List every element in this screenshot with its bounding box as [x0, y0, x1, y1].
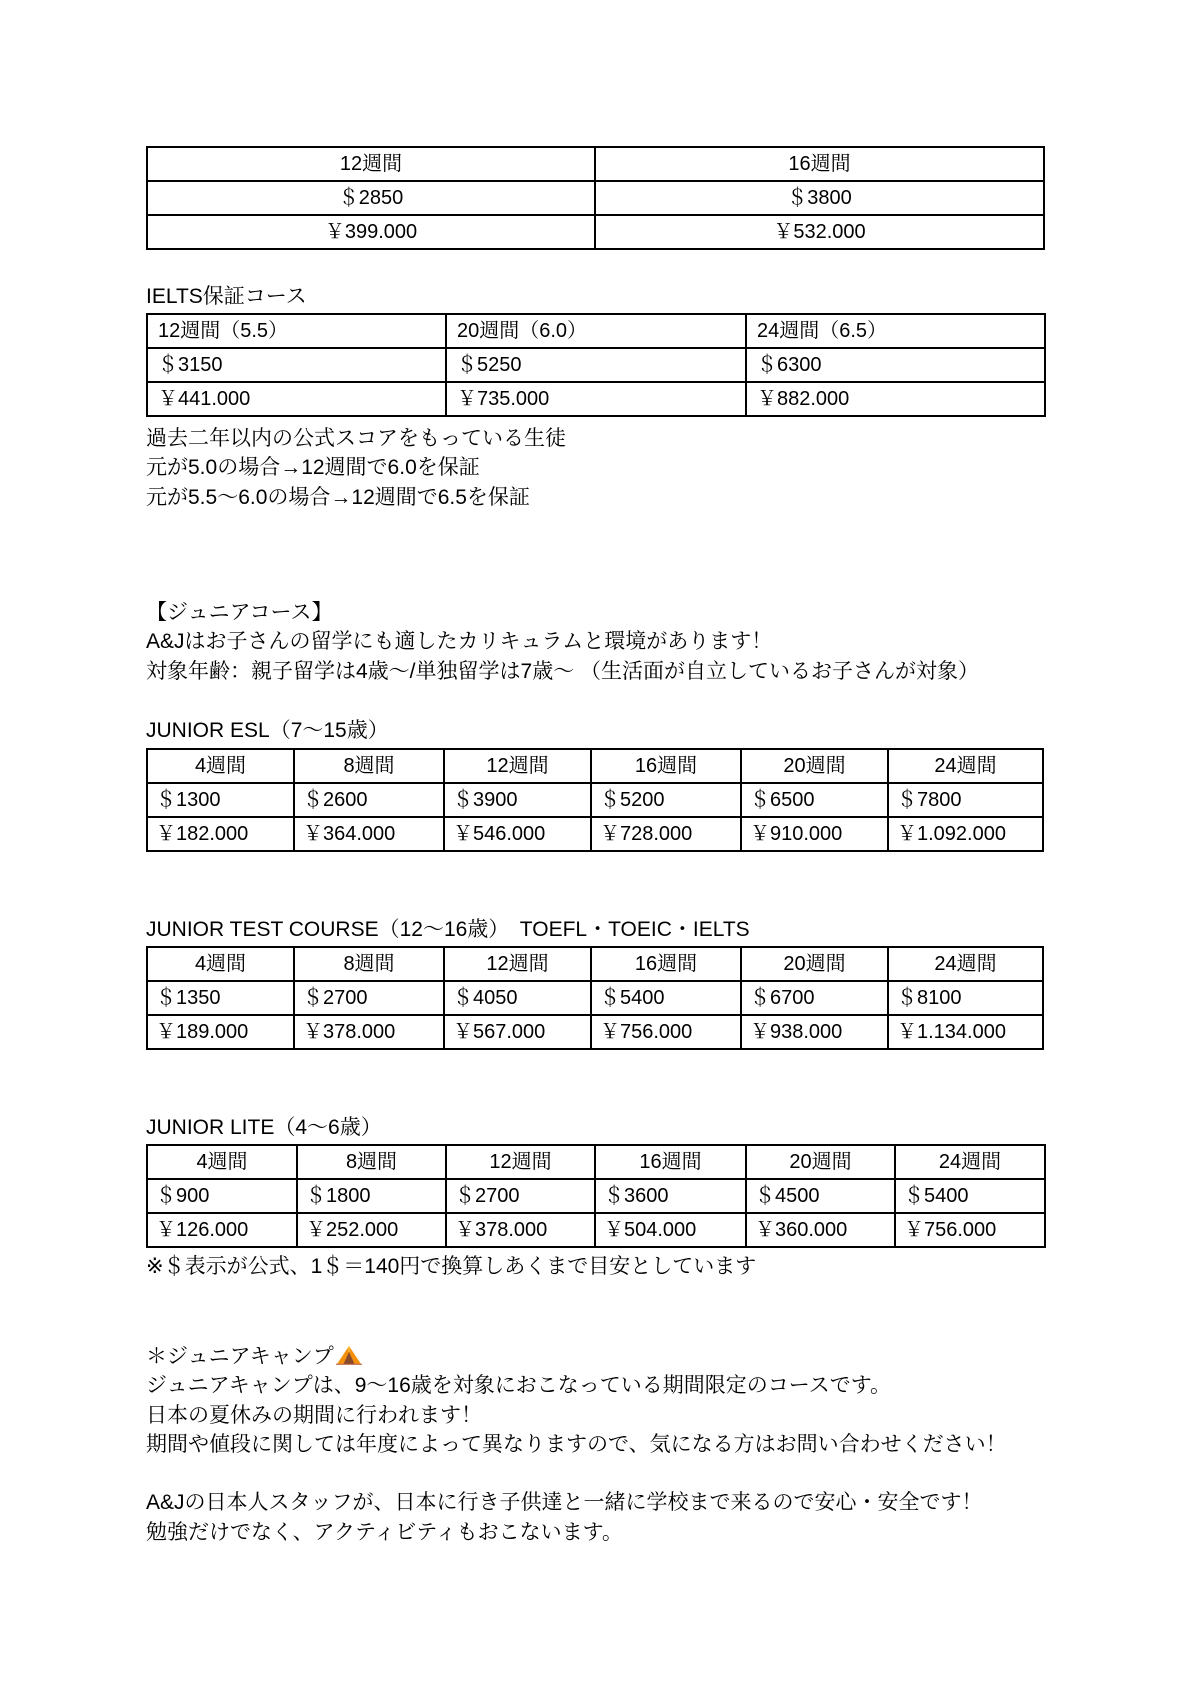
jpy-price-cell: ￥182.000 — [147, 817, 294, 851]
jpy-price-cell: ￥252.000 — [297, 1213, 446, 1247]
jpy-price-cell: ￥1.092.000 — [888, 817, 1043, 851]
usd-price-cell: ＄2600 — [294, 783, 444, 817]
jpy-price-row — [147, 817, 1043, 851]
usd-price-row — [147, 1179, 1045, 1213]
usd-price-cell: ＄6700 — [741, 981, 888, 1015]
guarantee-note: 過去二年以内の公式スコアをもっている生徒 — [146, 427, 566, 450]
camp-description-line: 勉強だけでなく、アクティビティもおこないます。 — [146, 1520, 623, 1544]
column-header: 24週間（6.5） — [746, 314, 1045, 348]
column-header: 4週間 — [147, 947, 294, 981]
junior-camp-section — [146, 1342, 1007, 1547]
jpy-price-cell: ￥441.000 — [147, 382, 446, 416]
column-header: 16週間 — [595, 147, 1044, 181]
course-title: IELTS保証コース — [146, 285, 307, 308]
column-header: 16週間 — [595, 1145, 746, 1179]
tuition-price-table — [146, 146, 1045, 250]
camp-paragraph — [146, 1371, 1007, 1459]
course-title: JUNIOR TEST COURSE（12〜16歳） TOEFL・TOEIC・IELTS — [146, 918, 750, 941]
usd-price-cell: ＄3900 — [444, 783, 591, 817]
column-header: 8週間 — [297, 1145, 446, 1179]
jpy-price-cell: ￥938.000 — [741, 1015, 888, 1049]
section-heading: 【ジュニアコース】 — [146, 601, 333, 624]
jpy-price-row — [147, 215, 1044, 249]
usd-price-cell: ＄5200 — [591, 783, 741, 817]
table-header-row — [147, 314, 1045, 348]
jpy-price-cell: ￥532.000 — [595, 215, 1044, 249]
camp-description-line: ジュニアキャンプは、9〜16歳を対象におこなっている期間限定のコースです。 — [146, 1374, 892, 1398]
course-title: JUNIOR LITE（4〜6歳） — [146, 1116, 382, 1139]
usd-price-cell: ＄2700 — [446, 1179, 595, 1213]
usd-price-row — [147, 348, 1045, 382]
usd-price-row — [147, 181, 1044, 215]
camp-title-text: ＊ジュニアキャンプ — [146, 1345, 334, 1368]
usd-price-cell: ＄8100 — [888, 981, 1043, 1015]
camp-description-line: 期間や値段に関しては年度によって異なりますので、気になる方はお問い合わせください！ — [146, 1432, 1007, 1456]
tent-icon — [336, 1344, 362, 1364]
column-header: 24週間 — [888, 749, 1043, 783]
jpy-price-cell: ￥728.000 — [591, 817, 741, 851]
junior-intro-line: 対象年齢：親子留学は4歳〜/単独留学は7歳〜 （生活面が自立しているお子さんが対象） — [146, 659, 980, 683]
jpy-price-cell: ￥364.000 — [294, 817, 444, 851]
jpy-price-cell: ￥756.000 — [895, 1213, 1045, 1247]
column-header: 16週間 — [591, 947, 741, 981]
jpy-price-cell: ￥399.000 — [147, 215, 595, 249]
usd-price-cell: ＄1350 — [147, 981, 294, 1015]
column-header: 20週間（6.0） — [446, 314, 746, 348]
usd-price-cell: ＄1300 — [147, 783, 294, 817]
course-title: JUNIOR ESL（7〜15歳） — [146, 719, 389, 742]
jpy-price-cell: ￥567.000 — [444, 1015, 591, 1049]
ielts-price-table — [146, 313, 1046, 417]
column-header: 12週間 — [444, 947, 591, 981]
table-header-row — [147, 147, 1044, 181]
junior-esl-price-table — [146, 748, 1044, 852]
jpy-price-cell: ￥910.000 — [741, 817, 888, 851]
column-header: 4週間 — [147, 1145, 297, 1179]
usd-price-row — [147, 783, 1043, 817]
camp-title — [146, 1342, 1007, 1371]
table-header-row — [147, 1145, 1045, 1179]
column-header: 20週間 — [741, 749, 888, 783]
column-header: 8週間 — [294, 749, 444, 783]
guarantee-note: 元が5.5〜6.0の場合→12週間で6.5を保証 — [146, 485, 530, 509]
column-header: 24週間 — [888, 947, 1043, 981]
table-header-row — [147, 749, 1043, 783]
usd-price-cell: ＄3600 — [595, 1179, 746, 1213]
column-header: 4週間 — [147, 749, 294, 783]
usd-price-cell: ＄5400 — [895, 1179, 1045, 1213]
junior-course-intro — [146, 598, 979, 686]
usd-price-cell: ＄5250 — [446, 348, 746, 382]
junior-test-course-price-table — [146, 946, 1044, 1050]
usd-price-cell: ＄4500 — [746, 1179, 895, 1213]
jpy-price-row — [147, 1015, 1043, 1049]
jpy-price-row — [147, 1213, 1045, 1247]
jpy-price-cell: ￥504.000 — [595, 1213, 746, 1247]
usd-price-cell: ＄5400 — [591, 981, 741, 1015]
jpy-price-cell: ￥1.134.000 — [888, 1015, 1043, 1049]
jpy-price-row — [147, 382, 1045, 416]
camp-description-line: A&Jの日本人スタッフが、日本に行き子供達と一緒に学校まで来るので安心・安全です！ — [146, 1491, 983, 1515]
usd-price-cell: ＄4050 — [444, 981, 591, 1015]
jpy-price-cell: ￥546.000 — [444, 817, 591, 851]
jpy-price-cell: ￥882.000 — [746, 382, 1045, 416]
column-header: 12週間 — [147, 147, 595, 181]
table-header-row — [147, 947, 1043, 981]
camp-paragraph — [146, 1488, 1007, 1547]
usd-price-cell: ＄1800 — [297, 1179, 446, 1213]
jpy-price-cell: ￥126.000 — [147, 1213, 297, 1247]
column-header: 12週間 — [444, 749, 591, 783]
usd-price-cell: ＄6300 — [746, 348, 1045, 382]
usd-price-cell: ＄3150 — [147, 348, 446, 382]
column-header: 20週間 — [746, 1145, 895, 1179]
jpy-price-cell: ￥378.000 — [294, 1015, 444, 1049]
camp-description-line: 日本の夏休みの期間に行われます！ — [146, 1403, 482, 1427]
jpy-price-cell: ￥378.000 — [446, 1213, 595, 1247]
jpy-price-cell: ￥756.000 — [591, 1015, 741, 1049]
column-header: 12週間（5.5） — [147, 314, 446, 348]
usd-price-cell: ＄6500 — [741, 783, 888, 817]
column-header: 12週間 — [446, 1145, 595, 1179]
usd-price-cell: ＄900 — [147, 1179, 297, 1213]
column-header: 24週間 — [895, 1145, 1045, 1179]
jpy-price-cell: ￥189.000 — [147, 1015, 294, 1049]
column-header: 8週間 — [294, 947, 444, 981]
usd-price-cell: ＄2700 — [294, 981, 444, 1015]
usd-price-cell: ＄3800 — [595, 181, 1044, 215]
usd-price-cell: ＄7800 — [888, 783, 1043, 817]
junior-intro-line: A&Jはお子さんの留学にも適したカリキュラムと環境があります！ — [146, 630, 773, 654]
exchange-rate-note: ※＄表示が公式、1＄＝140円で換算しあくまで目安としています — [146, 1255, 757, 1278]
jpy-price-cell: ￥360.000 — [746, 1213, 895, 1247]
ielts-guarantee-notes — [146, 424, 566, 512]
usd-price-row — [147, 981, 1043, 1015]
junior-lite-price-table — [146, 1144, 1046, 1248]
guarantee-note: 元が5.0の場合→12週間で6.0を保証 — [146, 456, 480, 480]
column-header: 16週間 — [591, 749, 741, 783]
usd-price-cell: ＄2850 — [147, 181, 595, 215]
column-header: 20週間 — [741, 947, 888, 981]
jpy-price-cell: ￥735.000 — [446, 382, 746, 416]
